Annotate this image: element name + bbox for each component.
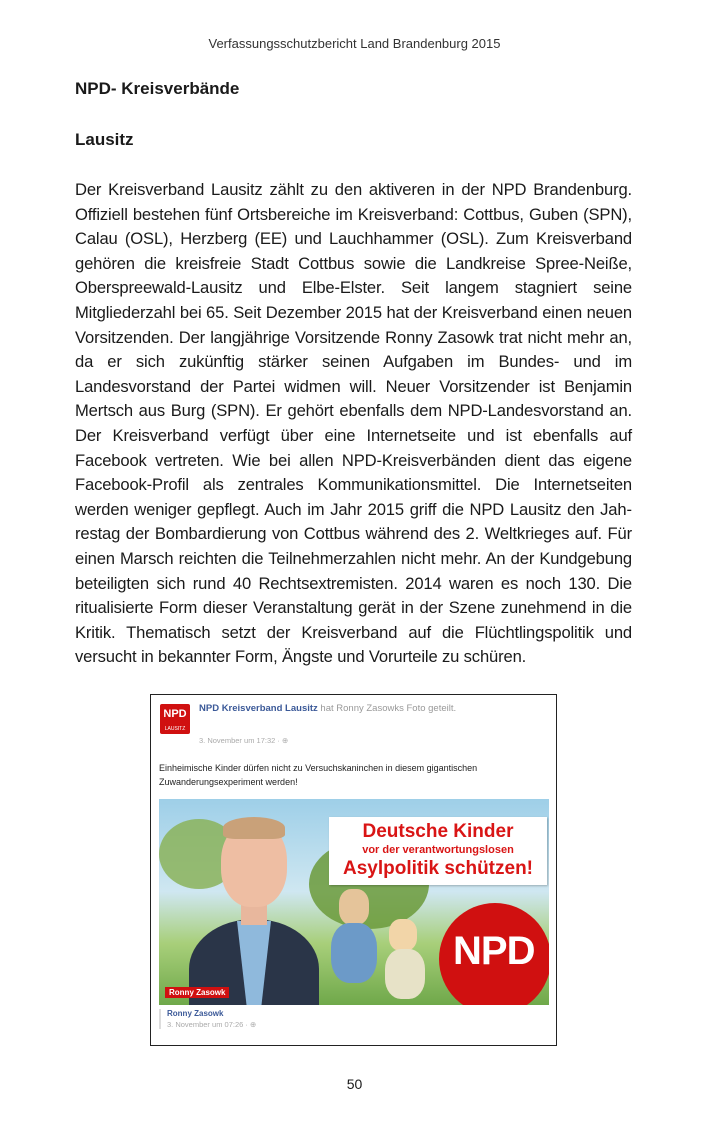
child-figure bbox=[339, 889, 369, 925]
headline-line-1: Deutsche Kinder bbox=[362, 821, 514, 842]
shared-post-footer bbox=[159, 1009, 557, 1029]
npd-logo-text: NPD bbox=[453, 929, 535, 973]
child-figure bbox=[331, 923, 377, 983]
running-header: Verfassungsschutzbericht Land Brandenburg 2015 bbox=[208, 36, 501, 51]
post-action-text: hat Ronny Zasowks Foto geteilt. bbox=[317, 703, 457, 714]
body-paragraph: Der Kreisverband Lausitz zählt zu den aktiveren in der NPD Brandenburg. Offiziell bestehen fünf Ortsbereiche im Kreisverband: Cottbus, Guben (SPN), Calau (OSL), Herzberg (EE) und Lauchhammer (OSL). Zum Kreisverband gehören die kreisfreie Stadt Cottbus sowie die Landkreise Spree-Neiße, Oberspreewald-Lausitz und Elbe-Elster. Seit langem stagniert seine Mitgliederzahl bei 65. Seit Dezember 2015 hat der Kreisverband einen neuen Vorsitzenden. Der langjährige Vorsitzende Ronny Zasowk trat nicht mehr an, da er sich zukünftig stärker seinen Aufgaben im Bundes- und im Landesvorstand der Partei widmen will. Neuer Vorsitzender ist Benjamin Mertsch aus Burg (SPN). Er gehört ebenfalls dem NPD-Landesvorstand an. Der Kreisverband verfügt über eine Internetseite und ist ebenfalls auf Facebook vertreten. Wie bei allen NPD-Kreisverbänden dient das eigene Facebook-Profil als zentrales Kommunikationsmittel. Die Internetseiten werden weniger gepflegt. Auch im Jahr 2015 griff die NPD Lausitz den Jahrestag der Bombardierung von Cottbus während des 2. Weltkrieges auf. Für einen Marsch reichten die Teilnehmerzahlen nicht mehr. An der Kundgebung beteiligten sich rund 40 Rechtsextremisten. 2014 waren es noch 130. Die ritualisierte Form dieser Veranstaltung gerät in der Szene zunehmend in die Kritik. Thematisch setzt der Kreisverband auf die Flüchtlingspolitik und versucht in bekannter Form, Ängste und Vorurteile zu schüren. bbox=[75, 180, 632, 667]
npd-lausitz-logo bbox=[160, 704, 190, 734]
post-header bbox=[199, 703, 539, 715]
child-figure bbox=[385, 949, 425, 999]
npd-party-logo bbox=[439, 903, 549, 1005]
page-number: 50 bbox=[346, 1076, 363, 1092]
person-name-tag: Ronny Zasowk bbox=[165, 987, 229, 998]
headline-line-3: Asylpolitik schützen! bbox=[342, 858, 534, 879]
shared-author-name: Ronny Zasowk bbox=[167, 1009, 224, 1018]
campaign-image bbox=[159, 799, 549, 1005]
logo-subtext: LAUSITZ bbox=[164, 726, 186, 732]
post-timestamp: 3. November um 17:32 · ⊕ bbox=[199, 736, 289, 745]
headline-line-2: vor der verantwortungslosen bbox=[362, 844, 514, 856]
person-hair bbox=[223, 817, 285, 839]
campaign-headline bbox=[329, 817, 547, 885]
logo-text: NPD bbox=[163, 708, 187, 720]
child-figure bbox=[389, 919, 417, 951]
subsection-title: Lausitz bbox=[75, 130, 134, 149]
section-title: NPD- Kreisverbände bbox=[75, 79, 240, 98]
facebook-post-screenshot bbox=[150, 694, 557, 1046]
post-page-name: NPD Kreisverband Lausitz bbox=[199, 703, 318, 714]
post-caption: Einheimische Kinder dürfen nicht zu Versuchskaninchen in diesem gigantischen Zuwanderungsexperiment werden! bbox=[159, 763, 478, 787]
shared-timestamp: 3. November um 07:26 · ⊕ bbox=[167, 1020, 257, 1029]
